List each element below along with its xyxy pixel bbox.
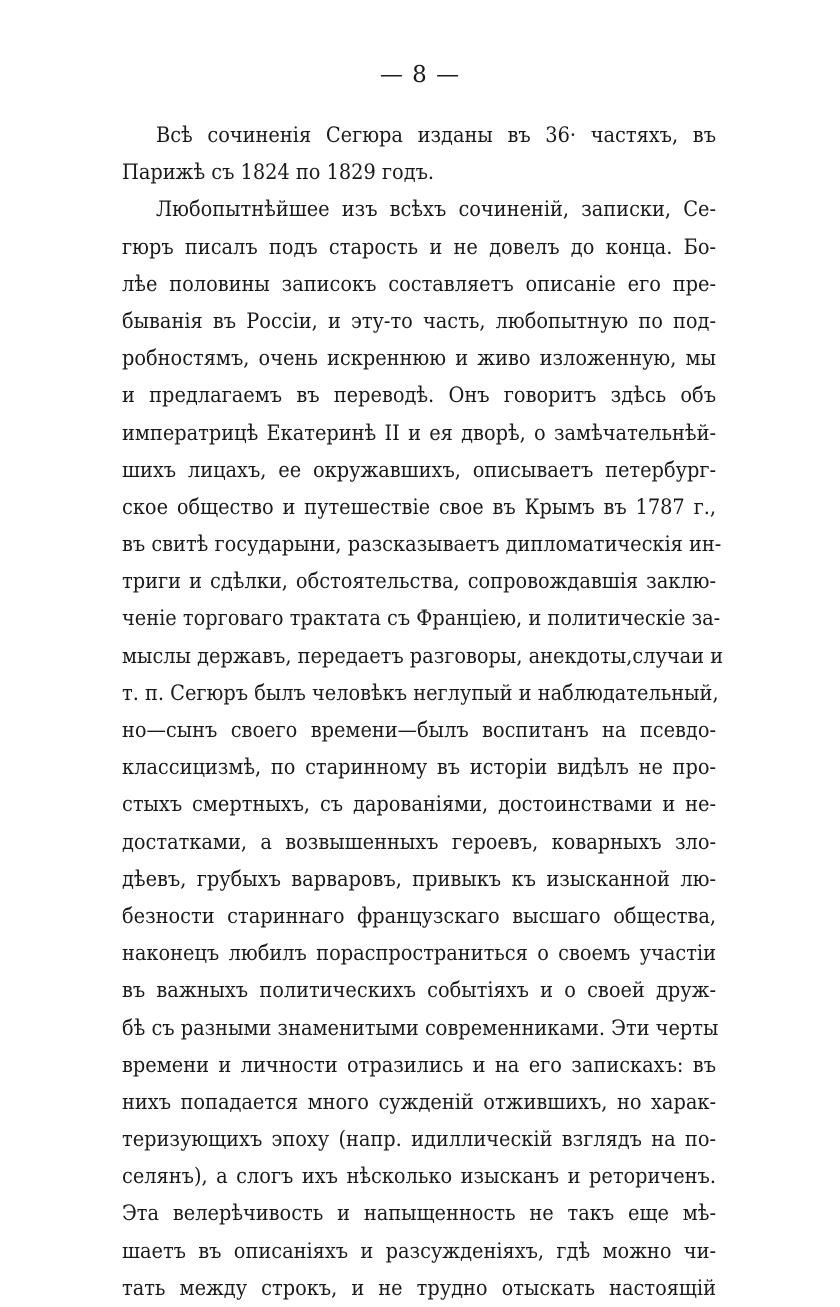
page-number: — 8 — — [379, 62, 461, 88]
text-line: лѣе половины записокъ составляетъ описаніе его пре- — [122, 271, 716, 297]
text-line: Любопытнѣйшее изъ всѣхъ сочиненій, записки, Се- — [156, 197, 716, 223]
text-line: робностямъ, очень искреннюю и живо изложенную, мы — [122, 346, 716, 372]
text-line: теризующихъ эпоху (напр. идиллическій взглядъ на по- — [122, 1127, 716, 1153]
text-line: т. п. Сегюръ былъ человѣкъ неглупый и наблюдательный, — [122, 680, 719, 706]
text-line: мыслы державъ, передаетъ разговоры, анекдоты,случаи и — [122, 643, 724, 669]
text-line: въ свитѣ государыни, разсказываетъ дипломатическія ин- — [122, 532, 722, 558]
text-line: бѣ съ разными знаменитыми современниками. Эти черты — [122, 1015, 719, 1041]
text-line: дѣевъ, грубыхъ варваровъ, привыкъ къ изысканной лю- — [122, 866, 716, 892]
text-line: тать между строкъ, и не трудно отыскать настоящій — [122, 1275, 716, 1301]
text-line: безности стариннаго французскаго высшаго общества, — [122, 903, 716, 929]
text-line: наконецъ любилъ пораспространиться о своемъ участіи — [122, 941, 716, 967]
text-line: шихъ лицахъ, ее окружавшихъ, описываетъ петербург- — [122, 457, 716, 483]
text-line: и предлагаемъ въ переводѣ. Онъ говоритъ здѣсь объ — [122, 383, 716, 409]
body-text — [122, 117, 724, 1307]
text-line: времени и личности отразились и на его запискахъ: въ — [122, 1052, 716, 1078]
text-line: классицизмѣ, по старинному въ исторіи видѣлъ не про- — [122, 755, 716, 781]
text-line: ское общество и путешествіе свое въ Крымъ въ 1787 г., — [122, 494, 716, 520]
paragraph-2 — [122, 191, 724, 1307]
text-line: шаетъ въ описаніяхъ и разсужденіяхъ, гдѣ можно чи- — [122, 1238, 716, 1264]
paragraph-1 — [122, 117, 716, 191]
text-line: быванія въ Россіи, и эту-то часть, любопытную по под- — [122, 308, 716, 334]
text-line: ченіе торговаго трактата съ Франціею, и политическіе за- — [122, 606, 721, 632]
text-line: достатками, а возвышенныхъ героевъ, коварныхъ зло- — [122, 829, 716, 855]
text-line: триги и сдѣлки, обстоятельства, сопровождавшія заклю- — [122, 569, 716, 595]
text-line: селянъ), а слогъ ихъ нѣсколько изысканъ и реториченъ. — [122, 1164, 716, 1190]
text-line: Всѣ сочиненія Сегюра изданы въ 36· частяхъ, въ — [156, 123, 716, 148]
text-line: нихъ попадается много сужденій отжившихъ, но харак- — [122, 1089, 716, 1115]
text-line: стыхъ смертныхъ, съ дарованіями, достоинствами и не- — [122, 792, 716, 818]
text-line: но—сынъ своего времени—былъ воспитанъ на псевдо- — [122, 718, 716, 743]
text-line: Эта велерѣчивость и напыщенность не такъ еще мѣ- — [122, 1201, 716, 1227]
text-line: Парижѣ съ 1824 по 1829 годъ. — [122, 160, 435, 186]
text-line: императрицѣ Екатеринѣ II и ея дворѣ, о замѣчательнѣй- — [122, 420, 716, 446]
text-line: въ важныхъ политическихъ событіяхъ и о своей друж- — [122, 978, 716, 1004]
text-line: гюръ писалъ подъ старость и не довелъ до конца. Бо- — [122, 234, 716, 260]
